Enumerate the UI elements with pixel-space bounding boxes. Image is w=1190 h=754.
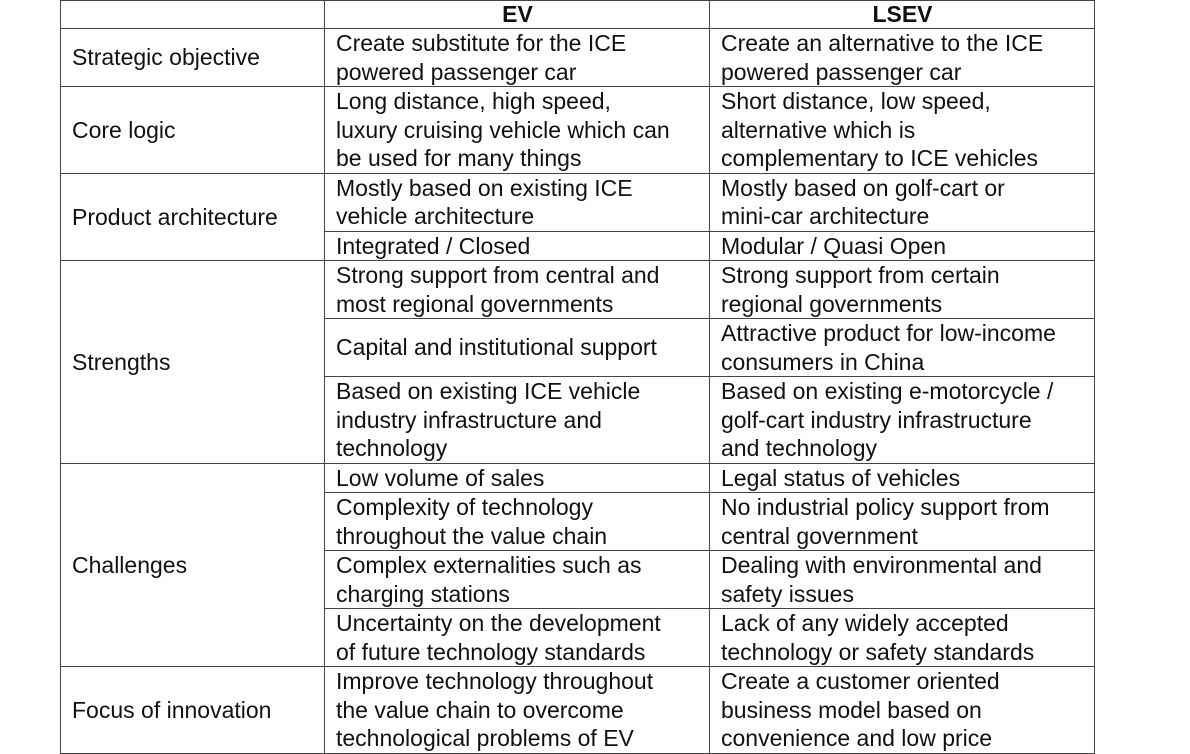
row-label-strengths: Strengths bbox=[61, 261, 325, 464]
cell-strengths2-ev: Capital and institutional support bbox=[325, 319, 710, 377]
cell-challenges3-lsev: Dealing with environmental and safety issues bbox=[710, 551, 1095, 609]
cell-strategic-lsev: Create an alternative to the ICE powered passenger car bbox=[710, 29, 1095, 87]
cell-product1-ev: Mostly based on existing ICE vehicle architecture bbox=[325, 173, 710, 231]
header-empty bbox=[61, 1, 325, 29]
row-label-strategic: Strategic objective bbox=[61, 29, 325, 87]
cell-strengths2-lsev: Attractive product for low-income consumers in China bbox=[710, 319, 1095, 377]
header-ev: EV bbox=[325, 1, 710, 29]
table-row bbox=[61, 87, 1095, 174]
cell-strengths3-lsev: Based on existing e-motorcycle / golf-cart industry infrastructure and technology bbox=[710, 377, 1095, 464]
cell-strengths1-lsev: Strong support from certain regional governments bbox=[710, 261, 1095, 319]
cell-innovation-ev: Improve technology throughout the value chain to overcome technological problems of EV bbox=[325, 667, 710, 754]
table-row bbox=[61, 463, 1095, 493]
cell-product2-lsev: Modular / Quasi Open bbox=[710, 231, 1095, 261]
table-row bbox=[61, 173, 1095, 231]
cell-product2-ev: Integrated / Closed bbox=[325, 231, 710, 261]
table-row bbox=[61, 29, 1095, 87]
cell-innovation-lsev: Create a customer oriented business model based on convenience and low price bbox=[710, 667, 1095, 754]
cell-challenges1-lsev: Legal status of vehicles bbox=[710, 463, 1095, 493]
comparison-table bbox=[60, 0, 1095, 754]
row-label-product: Product architecture bbox=[61, 173, 325, 261]
cell-core-ev: Long distance, high speed, luxury cruising vehicle which can be used for many things bbox=[325, 87, 710, 174]
cell-strategic-ev: Create substitute for the ICE powered passenger car bbox=[325, 29, 710, 87]
cell-challenges2-ev: Complexity of technology throughout the value chain bbox=[325, 493, 710, 551]
cell-challenges4-ev: Uncertainty on the development of future technology standards bbox=[325, 609, 710, 667]
table-row bbox=[61, 261, 1095, 319]
cell-core-lsev: Short distance, low speed, alternative which is complementary to ICE vehicles bbox=[710, 87, 1095, 174]
header-lsev: LSEV bbox=[710, 1, 1095, 29]
table-row bbox=[61, 667, 1095, 754]
cell-challenges3-ev: Complex externalities such as charging stations bbox=[325, 551, 710, 609]
row-label-challenges: Challenges bbox=[61, 463, 325, 667]
row-label-core: Core logic bbox=[61, 87, 325, 174]
cell-product1-lsev: Mostly based on golf-cart or mini-car architecture bbox=[710, 173, 1095, 231]
cell-strengths3-ev: Based on existing ICE vehicle industry infrastructure and technology bbox=[325, 377, 710, 464]
row-label-innovation: Focus of innovation bbox=[61, 667, 325, 754]
cell-challenges2-lsev: No industrial policy support from central government bbox=[710, 493, 1095, 551]
cell-strengths1-ev: Strong support from central and most regional governments bbox=[325, 261, 710, 319]
header-row bbox=[61, 1, 1095, 29]
cell-challenges1-ev: Low volume of sales bbox=[325, 463, 710, 493]
cell-challenges4-lsev: Lack of any widely accepted technology or safety standards bbox=[710, 609, 1095, 667]
